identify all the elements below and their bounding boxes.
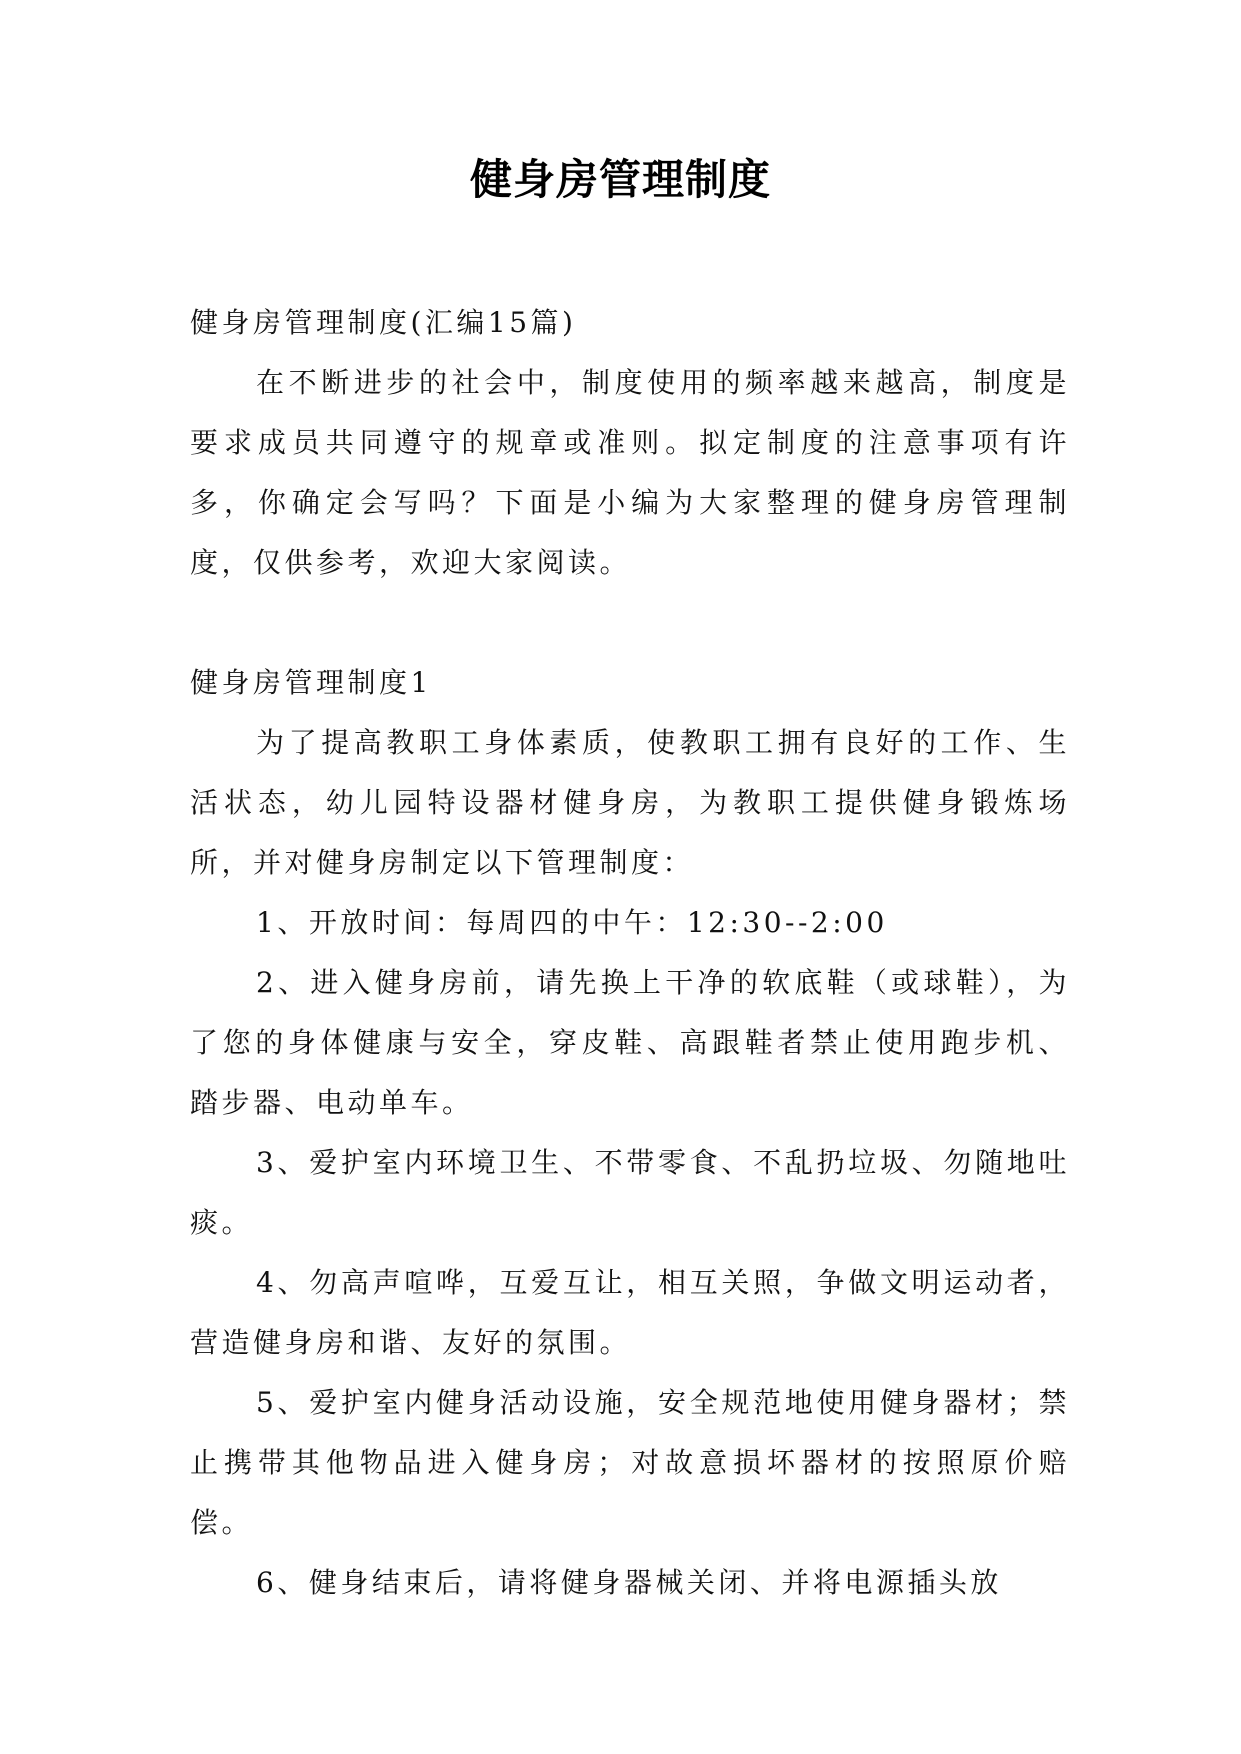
section-spacer — [190, 593, 1070, 653]
rule-item: 1、开放时间：每周四的中午：12:30--2:00 — [256, 906, 888, 939]
intro-paragraph: 在不断进步的社会中，制度使用的频率越来越高，制度是要求成员共同遵守的规章或准则。拟定制度的注意事项有许多，你确定会写吗？下面是小编为大家整理的健身房管理制度，仅供参考，欢迎大家阅读。 — [190, 366, 1070, 579]
section-intro-paragraph: 为了提高教职工身体素质，使教职工拥有良好的工作、生活状态，幼儿园特设器材健身房，为教职工提供健身锻炼场所，并对健身房制定以下管理制度： — [190, 726, 1070, 879]
section-heading: 健身房管理制度1 — [190, 666, 432, 699]
document-body — [190, 293, 1070, 1613]
rule-item: 5、爱护室内健身活动设施，安全规范地使用健身器材；禁止携带其他物品进入健身房；对故意损坏器材的按照原价赔偿。 — [190, 1386, 1070, 1539]
document-subtitle: 健身房管理制度(汇编15篇) — [190, 306, 577, 339]
rule-item: 4、勿高声喧哗，互爱互让，相互关照，争做文明运动者，营造健身房和谐、友好的氛围。 — [190, 1266, 1070, 1359]
rule-item: 2、进入健身房前，请先换上干净的软底鞋（或球鞋），为了您的身体健康与安全，穿皮鞋、高跟鞋者禁止使用跑步机、踏步器、电动单车。 — [190, 966, 1070, 1119]
document-title: 健身房管理制度 — [469, 155, 771, 204]
rule-item: 3、爱护室内环境卫生、不带零食、不乱扔垃圾、勿随地吐痰。 — [190, 1146, 1070, 1239]
rule-item: 6、健身结束后，请将健身器械关闭、并将电源插头放 — [256, 1566, 1002, 1599]
